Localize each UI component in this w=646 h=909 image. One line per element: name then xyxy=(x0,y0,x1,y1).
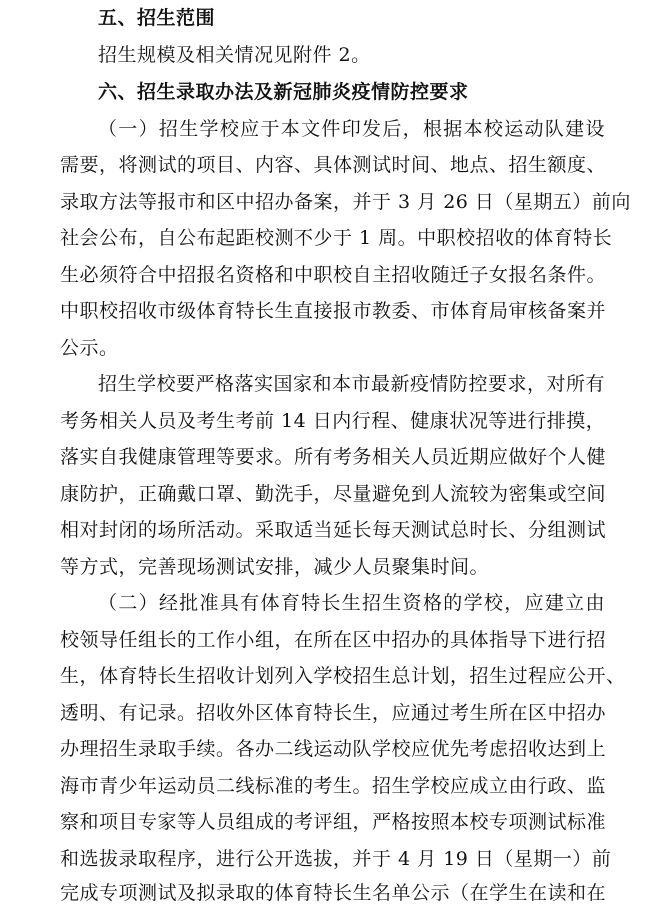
paragraph-1-line: 社会公布，自公布起距校测不少于 1 周。中职校招收的体育特长 xyxy=(60,227,613,249)
paragraph-2-line: 招生学校要严格落实国家和本市最新疫情防控要求，对所有 xyxy=(98,373,606,395)
paragraph-2-line: 康防护，正确戴口罩、勤洗手，尽量避免到人流较为密集或空间 xyxy=(60,483,607,505)
section-5-text: 招生规模及相关情况见附件 2。 xyxy=(98,44,371,66)
paragraph-2-line: 落实自我健康管理等要求。所有考务相关人员近期应做好个人健 xyxy=(60,446,607,468)
paragraph-3-line: 察和项目专家等人员组成的考评组，严格按照本校专项测试标准 xyxy=(60,811,607,833)
paragraph-3-line: 透明、有记录。招收外区体育特长生，应通过考生所在区中招办 xyxy=(60,702,607,724)
paragraph-3-line: （二）经批准具有体育特长生招生资格的学校，应建立由 xyxy=(98,592,605,614)
paragraph-2-line: 等方式，完善现场测试安排，减少人员聚集时间。 xyxy=(60,556,490,578)
paragraph-1-line: （一）招生学校应于本文件印发后，根据本校运动队建设 xyxy=(98,118,605,140)
paragraph-1-line: 中职校招收市级体育特长生直接报市教委、市体育局审核备案并 xyxy=(60,300,607,322)
paragraph-1-line: 公示。 xyxy=(60,337,119,359)
paragraph-3-line: 完成专项测试及拟录取的体育特长生名单公示（在学生在读和在 xyxy=(60,882,607,904)
paragraph-3-line: 校领导任组长的工作小组，在所在区中招办的具体指导下进行招 xyxy=(60,629,607,651)
paragraph-1-line: 录取方法等报市和区中招办备案，并于 3 月 26 日（星期五）前向 xyxy=(60,191,631,213)
paragraph-3-line: 和选拔录取程序，进行公开选拔，并于 4 月 19 日（星期一）前 xyxy=(60,848,612,870)
paragraph-1-line: 需要，将测试的项目、内容、具体测试时间、地点、招生额度、 xyxy=(60,154,607,176)
paragraph-3-line: 海市青少年运动员二线标准的考生。招生学校应成立由行政、监 xyxy=(60,775,607,797)
paragraph-2-line: 考务相关人员及考生考前 14 日内行程、健康状况等进行排摸， xyxy=(60,410,606,432)
paragraph-1-line: 生必须符合中招报名资格和中职校自主招收随迁子女报名条件。 xyxy=(60,264,607,286)
paragraph-3-line: 办理招生录取手续。各办二线运动队学校应优先考虑招收达到上 xyxy=(60,738,607,760)
paragraph-3-line: 生，体育特长生招收计划列入学校招生总计划，招生过程应公开、 xyxy=(60,665,626,687)
section-6-heading: 六、招生录取办法及新冠肺炎疫情防控要求 xyxy=(98,81,469,103)
section-5-heading: 五、招生范围 xyxy=(98,7,216,29)
paragraph-2-line: 相对封闭的场所活动。采取适当延长每天测试总时长、分组测试 xyxy=(60,519,607,541)
